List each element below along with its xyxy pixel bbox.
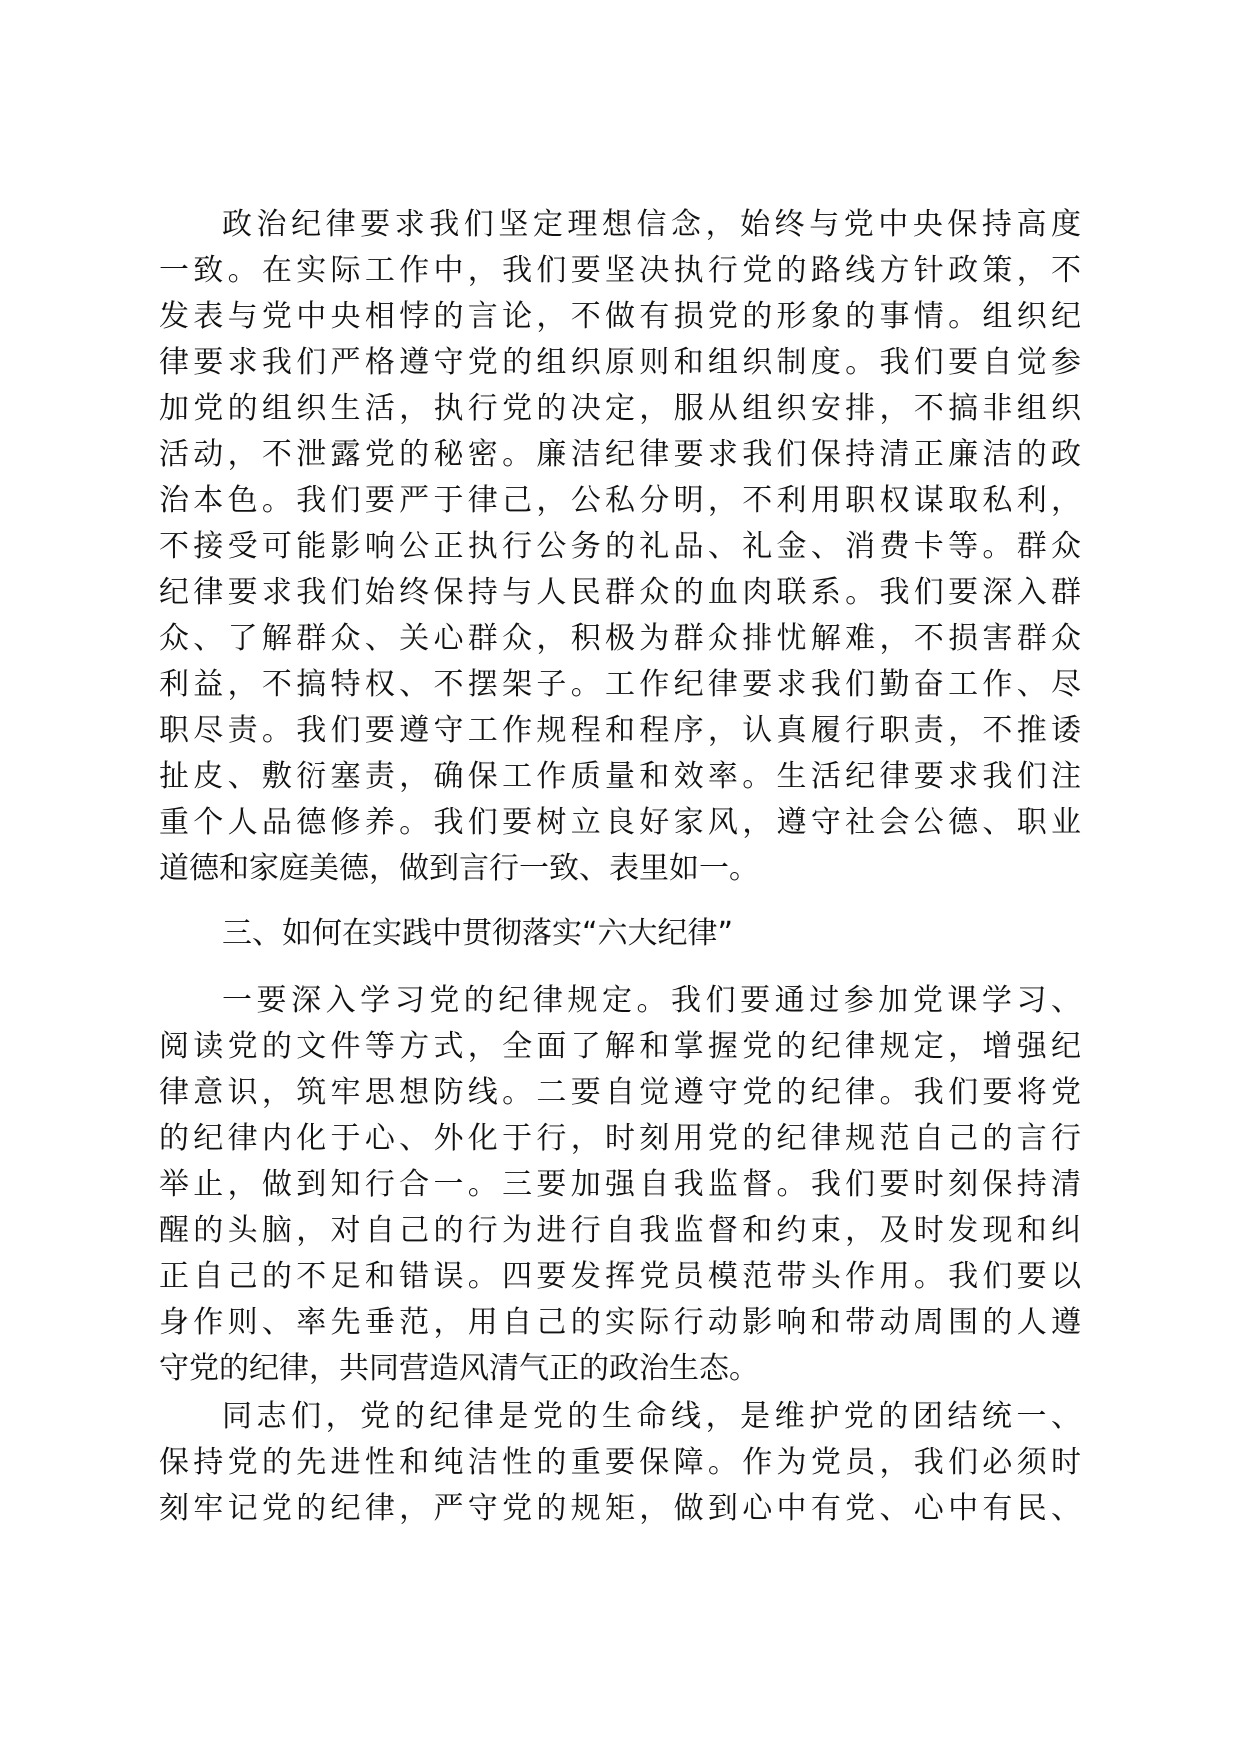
paragraph-line: 正自己的不足和错误。四要发挥党员模范带头作用。我们要以 — [159, 1259, 1081, 1294]
paragraph-line: 职尽责。我们要遵守工作规程和程序，认真履行职责，不推诿 — [159, 713, 1081, 748]
paragraph-line: 阅读党的文件等方式，全面了解和掌握党的纪律规定，增强纪 — [159, 1029, 1081, 1064]
paragraph-line: 不接受可能影响公正执行公务的礼品、礼金、消费卡等。群众 — [159, 529, 1081, 564]
paragraph-line: 刻牢记党的纪律，严守党的规矩，做到心中有党、心中有民、 — [159, 1491, 1081, 1526]
paragraph-line: 加党的组织生活，执行党的决定，服从组织安排，不搞非组织 — [159, 391, 1081, 426]
paragraph-line: 政治纪律要求我们坚定理想信念，始终与党中央保持高度 — [222, 207, 1081, 242]
paragraph-line: 举止，做到知行合一。三要加强自我监督。我们要时刻保持清 — [159, 1167, 1081, 1202]
paragraph-line: 保持党的先进性和纯洁性的重要保障。作为党员，我们必须时 — [159, 1445, 1081, 1480]
paragraph-line: 的纪律内化于心、外化于行，时刻用党的纪律规范自己的言行 — [159, 1121, 1081, 1156]
section-heading: 三、如何在实践中贯彻落实“六大纪律” — [222, 916, 734, 951]
paragraph-line: 发表与党中央相悖的言论，不做有损党的形象的事情。组织纪 — [159, 299, 1081, 334]
paragraph-line: 一致。在实际工作中，我们要坚决执行党的路线方针政策，不 — [159, 253, 1081, 288]
paragraph-line: 重个人品德修养。我们要树立良好家风，遵守社会公德、职业 — [159, 805, 1081, 840]
paragraph-line: 律要求我们严格遵守党的组织原则和组织制度。我们要自觉参 — [159, 345, 1081, 380]
paragraph-line: 众、了解群众、关心群众，积极为群众排忧解难，不损害群众 — [159, 621, 1081, 656]
paragraph-line: 身作则、率先垂范，用自己的实际行动影响和带动周围的人遵 — [159, 1305, 1081, 1340]
paragraph-line: 活动，不泄露党的秘密。廉洁纪律要求我们保持清正廉洁的政 — [159, 437, 1081, 472]
section-heading-block — [159, 911, 1081, 957]
paragraph-line: 纪律要求我们始终保持与人民群众的血肉联系。我们要深入群 — [159, 575, 1081, 610]
paragraph-implementation-measures — [159, 978, 1081, 1392]
paragraph-closing-remarks — [159, 1394, 1081, 1532]
paragraph-line: 律意识，筑牢思想防线。二要自觉遵守党的纪律。我们要将党 — [159, 1075, 1081, 1110]
paragraph-line: 醒的头脑，对自己的行为进行自我监督和约束，及时发现和纠 — [159, 1213, 1081, 1248]
paragraph-line: 一要深入学习党的纪律规定。我们要通过参加党课学习、 — [222, 983, 1081, 1018]
paragraph-line: 利益，不搞特权、不摆架子。工作纪律要求我们勤奋工作、尽 — [159, 667, 1081, 702]
paragraph-line: 扯皮、敷衍塞责，确保工作质量和效率。生活纪律要求我们注 — [159, 759, 1081, 794]
paragraph-line: 同志们，党的纪律是党的生命线，是维护党的团结统一、 — [222, 1399, 1081, 1434]
paragraph-line: 道德和家庭美德，做到言行一致、表里如一。 — [159, 851, 759, 886]
paragraph-line: 守党的纪律，共同营造风清气正的政治生态。 — [159, 1351, 759, 1386]
paragraph-six-disciplines-requirements — [159, 202, 1081, 892]
paragraph-line: 治本色。我们要严于律己，公私分明，不利用职权谋取私利， — [159, 483, 1081, 518]
